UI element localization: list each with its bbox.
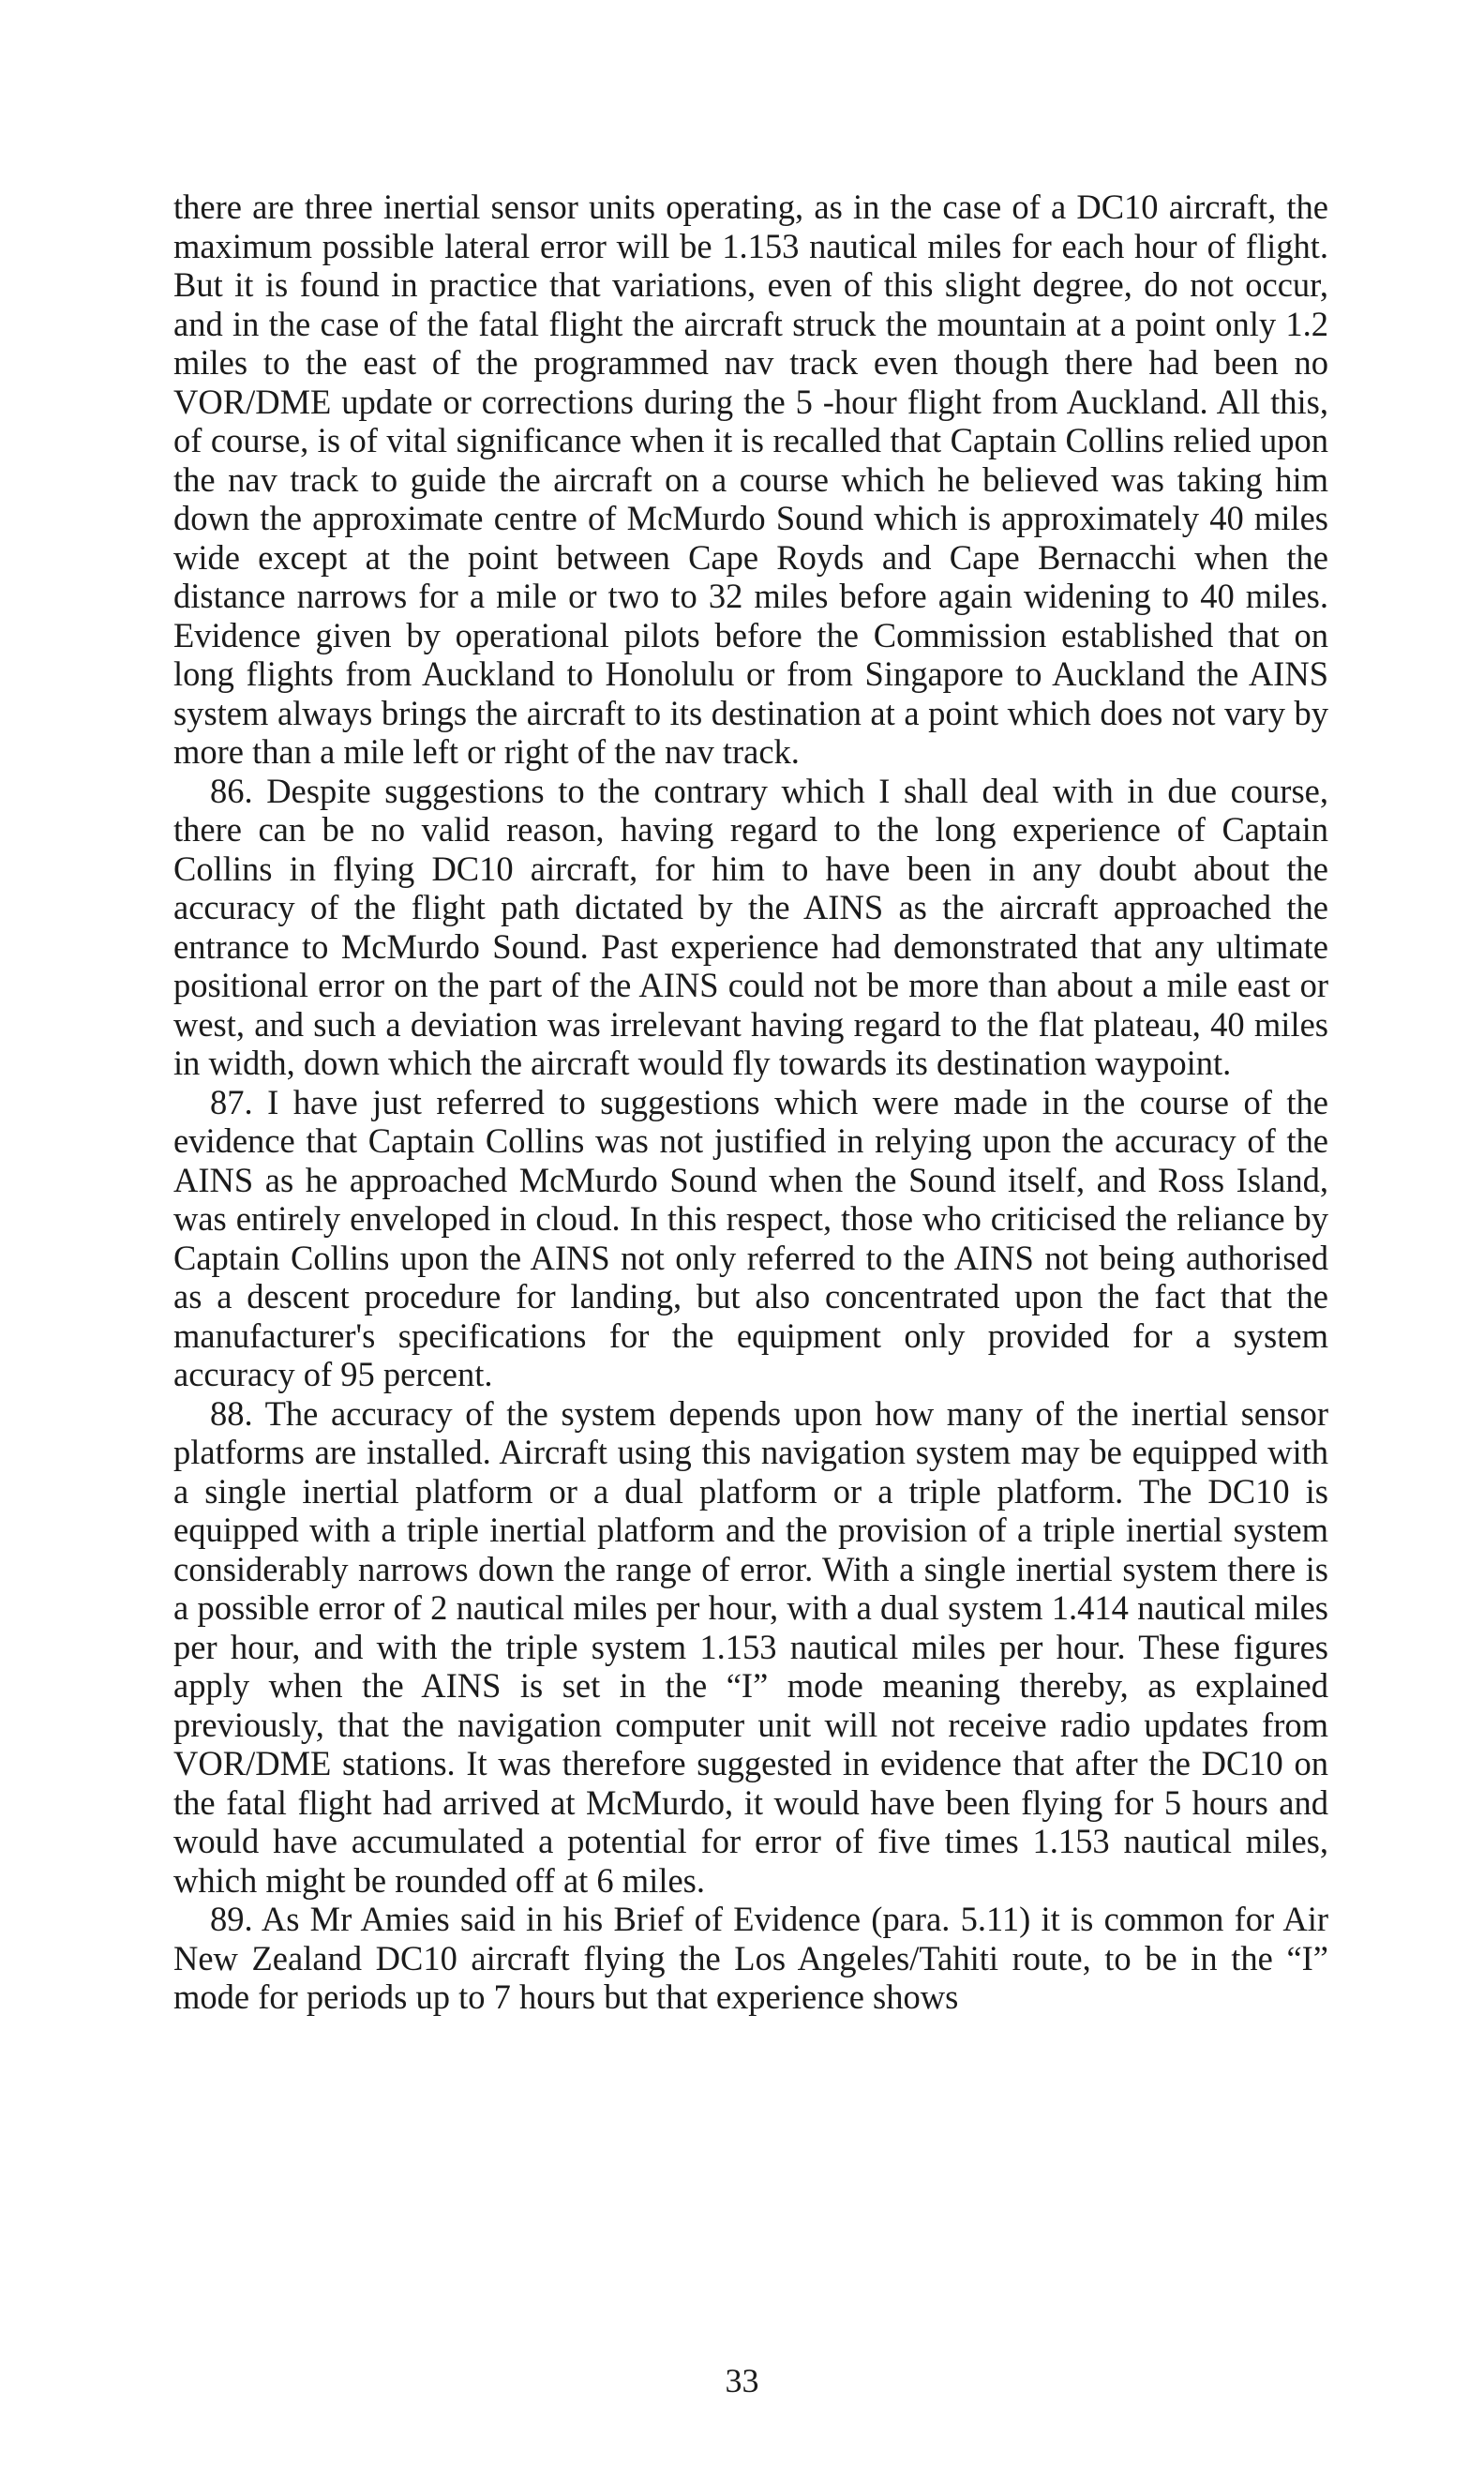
paragraph-86: 86. Despite suggestions to the contrary which I shall deal with in due course, there can be no valid reason, having regard to the long experience of Captain Collins in flying DC10 aircraft, for him to have been in any doubt about the accuracy of the flight path dictated by the AINS as the aircraft approached the entrance to McMurdo Sound. Past experience had demonstrated that any ultimate positional error on the part of the AINS could not be more than about a mile east or west, and such a deviation was irrelevant having regard to the flat plateau, 40 miles in width, down which the aircraft would fly towards its destination waypoint. [173,771,1328,1082]
page-body [173,188,1328,2017]
paragraph-88: 88. The accuracy of the system depends upon how many of the inertial sensor platforms are installed. Aircraft using this navigation system may be equipped with a single inertial platform or a dual platform or a triple platform. The DC10 is equipped with a triple inertial platform and the provision of a triple inertial system considerably narrows down the range of error. With a single inertial system there is a possible error of 2 nautical miles per hour, with a dual system 1.414 nautical miles per hour, and with the triple system 1.153 nautical miles per hour. These figures apply when the AINS is set in the “I” mode meaning thereby, as explained previously, that the navigation computer unit will not receive radio updates from VOR/DME stations. It was therefore suggested in evidence that after the DC10 on the fatal flight had arrived at McMurdo, it would have been flying for 5 hours and would have accumulated a potential for error of five times 1.153 nautical miles, which might be rounded off at 6 miles. [173,1393,1328,1900]
page-number: 33 [725,2362,759,2399]
paragraph-89: 89. As Mr Amies said in his Brief of Evidence (para. 5.11) it is common for Air New Zealand DC10 aircraft flying the Los Angeles/Tahiti route, to be in the “I” mode for periods up to 7 hours but that experience shows [173,1900,1328,2016]
paragraph-87: 87. I have just referred to suggestions which were made in the course of the evidence that Captain Collins was not justified in relying upon the accuracy of the AINS as he approached McMurdo Sound when the Sound itself, and Ross Island, was entirely enveloped in cloud. In this respect, those who criticised the reliance by Captain Collins upon the AINS not only referred to the AINS not being authorised as a descent procedure for landing, but also concentrated upon the fact that the manufacturer's specifications for the equipment only provided for a system accuracy of 95 percent. [173,1082,1328,1393]
paragraph-continuation: there are three inertial sensor units operating, as in the case of a DC10 aircraft, the maximum possible lateral error will be 1.153 nautical miles for each hour of flight. But it is found in practice that variations, even of this slight degree, do not occur, and in the case of the fatal flight the aircraft struck the mountain at a point only 1.2 miles to the east of the programmed nav track even though there had been no VOR/DME update or corrections during the 5 -hour flight from Auckland. All this, of course, is of vital significance when it is recalled that Captain Collins relied upon the nav track to guide the aircraft on a course which he believed was taking him down the approximate centre of McMurdo Sound which is approximately 40 miles wide except at the point between Cape Royds and Cape Bernacchi when the distance narrows for a mile or two to 32 miles before again widening to 40 miles. Evidence given by operational pilots before the Commission established that on long flights from Auckland to Honolulu or from Singapore to Auckland the AINS system always brings the aircraft to its destination at a point which does not vary by more than a mile left or right of the nav track. [173,188,1328,771]
